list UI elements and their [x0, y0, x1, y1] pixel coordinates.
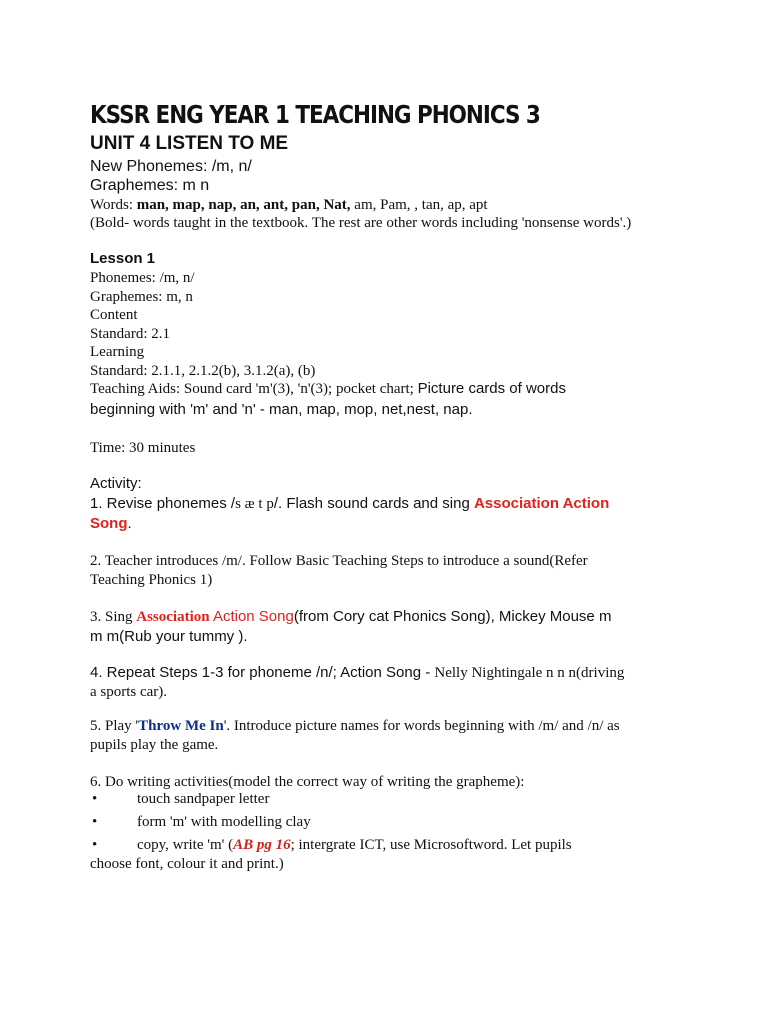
activity-3-rest: (from Cory cat Phonics Song), Mickey Mouse m: [293, 608, 612, 625]
activity-4-line2: a sports car).: [90, 684, 168, 700]
activity-4-text: 4. Repeat Steps 1-3 for phoneme /n/; Action Song -: [90, 664, 435, 681]
list-item-line2: choose font, colour it and print.): [90, 856, 284, 872]
teaching-aids-cards: Picture cards of words: [417, 380, 566, 397]
list-item: [90, 837, 690, 854]
new-phonemes: New Phonemes: /m, n/: [90, 158, 252, 175]
words-bold: man, map, nap, an, ant, pan, Nat,: [136, 197, 351, 213]
activity-5: [90, 717, 730, 736]
activity-2: 2. Teacher introduces /m/. Follow Basic Teaching Steps to introduce a sound(Refer: [90, 553, 588, 569]
list-item: [90, 814, 690, 836]
list-item-text-b: ; intergrate ICT, use Microsoftword. Let pupils: [290, 837, 572, 853]
words-line: [90, 196, 690, 215]
bullet: •: [92, 837, 98, 853]
activity-1-text-b: /. Flash sound cards and sing: [273, 495, 474, 512]
association-word: Association: [136, 609, 210, 625]
activity-5-text: 5. Play ': [90, 718, 139, 734]
activity-4-song: Nelly Nightingale n n n(driving: [434, 665, 625, 681]
throw-me-in-game: Throw Me In: [138, 718, 224, 734]
words-rest: am, Pam, , tan, ap, apt: [350, 197, 488, 213]
activity-5-text-b: '. Introduce picture names for words beginning with /m/ and /n/ as: [223, 718, 620, 734]
bullet: •: [92, 791, 98, 807]
learning-standard: Standard: 2.1.1, 2.1.2(b), 3.1.2(a), (b): [90, 363, 316, 379]
activity-4: [90, 664, 730, 683]
unit-heading: UNIT 4 LISTEN TO ME: [90, 133, 289, 154]
activity-1-end: .: [127, 515, 132, 532]
activity-book-reference: AB pg 16: [233, 837, 291, 853]
activity-1-text: 1. Revise phonemes /: [90, 495, 236, 512]
song-word: Song: [90, 515, 128, 532]
activity-1-phonemes: s æ t p: [235, 496, 274, 512]
activity-3-text: 3. Sing: [90, 609, 137, 625]
list-item: [90, 791, 690, 813]
words-note: (Bold- words taught in the textbook. The rest are other words including 'nonsense words'.): [90, 215, 632, 231]
teaching-aids: [90, 380, 730, 399]
content-standard: Standard: 2.1: [90, 326, 170, 342]
writing-activities-list: [90, 791, 690, 854]
words-label: Words:: [90, 197, 137, 213]
association-action-song-link: Association Action: [473, 495, 610, 512]
activity-5-line2: pupils play the game.: [90, 737, 219, 753]
activity-heading: Activity:: [90, 475, 142, 492]
time-line: Time: 30 minutes: [90, 440, 196, 456]
action-song-word: Action Song: [209, 608, 294, 625]
lesson-graphemes: Graphemes: m, n: [90, 289, 193, 305]
activity-1-line2: [90, 515, 690, 534]
lesson-phonemes: Phonemes: /m, n/: [90, 270, 195, 286]
teaching-aids-line2: beginning with 'm' and 'n' - man, map, mop, net,nest, nap.: [90, 401, 473, 418]
list-item-text: copy, write 'm' (: [137, 837, 234, 853]
activity-3: [90, 608, 730, 627]
list-item-text: touch sandpaper letter: [137, 791, 270, 807]
activity-1: [90, 495, 730, 514]
activity-3-line2: m m(Rub your tummy ).: [90, 628, 248, 645]
activity-6: 6. Do writing activities(model the correct way of writing the grapheme):: [90, 774, 525, 790]
bullet: •: [92, 814, 98, 830]
list-item-text: form 'm' with modelling clay: [137, 814, 311, 830]
graphemes-line: Graphemes: m n: [90, 177, 210, 194]
learning-label: Learning: [90, 344, 145, 360]
activity-2-line2: Teaching Phonics 1): [90, 572, 213, 588]
content-label: Content: [90, 307, 138, 323]
lesson-heading: Lesson 1: [90, 250, 156, 267]
teaching-aids-text: Teaching Aids: Sound card 'm'(3), 'n'(3); pocket chart;: [90, 381, 418, 397]
page-title: KSSR ENG YEAR 1 TEACHING PHONICS 3: [90, 100, 540, 129]
